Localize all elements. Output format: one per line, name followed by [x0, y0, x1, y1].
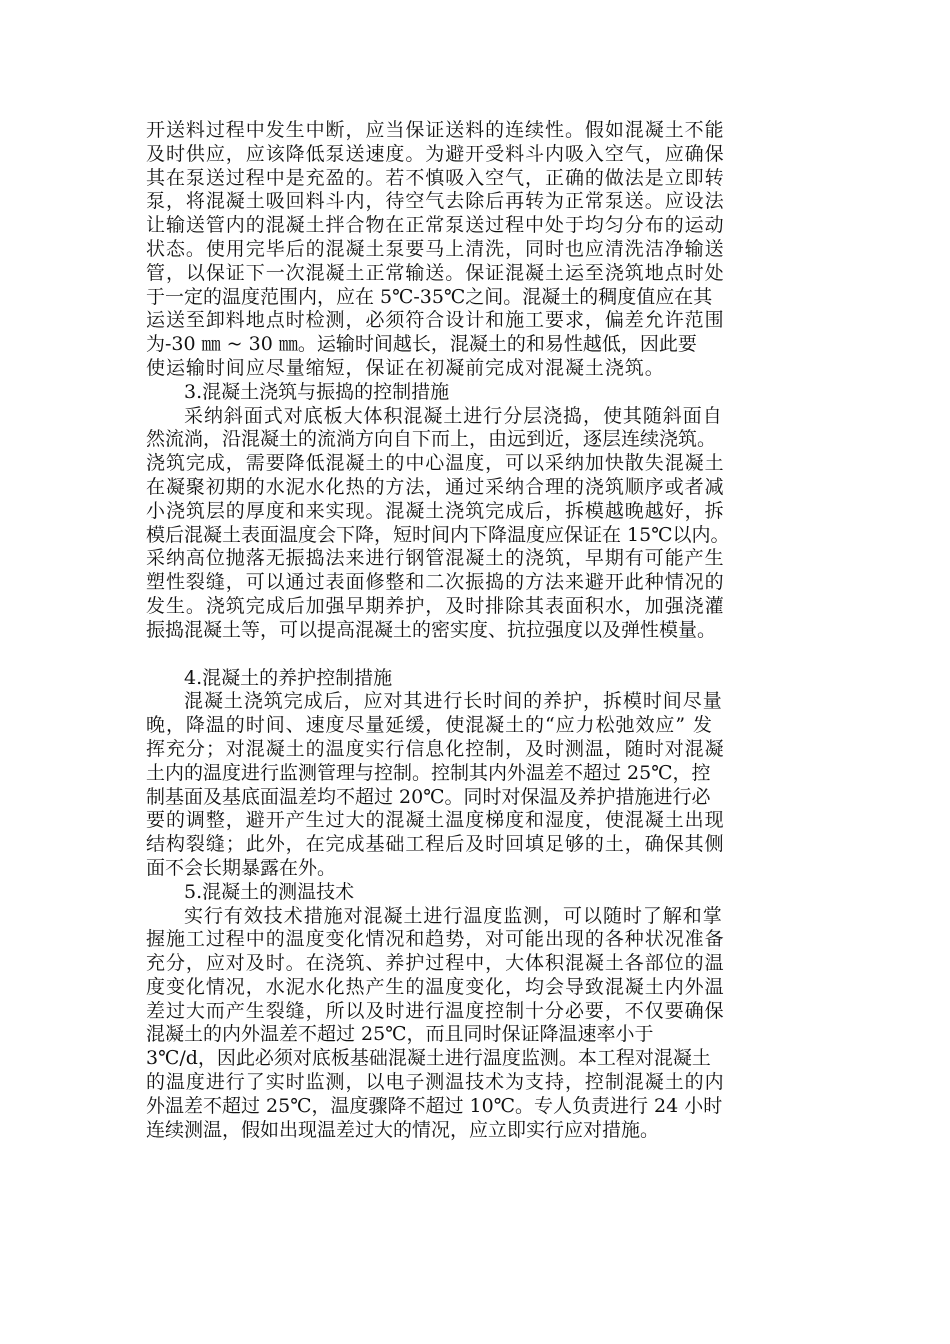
paragraph-line: 要的调整，避开产生过大的混凝土温度梯度和湿度，使混凝土出现	[146, 809, 725, 832]
paragraph-line: 晚，降温的时间、速度尽量延缓，使混凝土的“应力松弛效应” 发	[146, 714, 713, 737]
paragraph-line: 及时供应，应该降低泵送速度。为避开受料斗内吸入空气，应确保	[146, 142, 725, 165]
blank-line	[146, 643, 826, 667]
paragraph-line: 小浇筑层的厚度和来实现。混凝土浇筑完成后，拆模越晚越好，拆	[146, 499, 725, 522]
paragraph-line: 管，以保证下一次混凝土正常输送。保证混凝土运至浇筑地点时处	[146, 261, 725, 284]
paragraph-line: 结构裂缝；此外，在完成基础工程后及时回填足够的土，确保其侧	[146, 833, 725, 856]
section-2-continuation	[146, 119, 826, 381]
section-3	[146, 381, 826, 643]
paragraph-line: 度变化情况，水泥水化热产生的温度变化，均会导致混凝土内外温	[146, 975, 725, 998]
paragraph-line: 其在泵送过程中是充盈的。若不慎吸入空气，正确的做法是立即转	[146, 166, 725, 189]
paragraph-line: 差过大而产生裂缝，所以及时进行温度控制十分必要，不仅要确保	[146, 999, 725, 1022]
paragraph-line: 为-30 ㎜ ~ 30 ㎜。运输时间越长，混凝土的和易性越低，因此要	[146, 333, 697, 356]
paragraph-line: 运送至卸料地点时检测，必须符合设计和施工要求，偏差允许范围	[146, 309, 725, 332]
section-5	[146, 881, 826, 1143]
paragraph-line: 连续测温，假如出现温差过大的情况，应立即实行应对措施。	[146, 1118, 660, 1141]
paragraph-line: 3℃/d，因此必须对底板基础混凝土进行温度监测。本工程对混凝土	[146, 1047, 711, 1070]
paragraph-line: 制基面及基底面温差均不超过 20℃。同时对保温及养护措施进行必	[146, 785, 711, 808]
paragraph-line: 浇筑完成，需要降低混凝土的中心温度，可以采纳加快散失混凝土	[146, 452, 725, 475]
paragraph-line: 让输送管内的混凝土拌合物在正常泵送过程中处于均匀分布的运动	[146, 214, 725, 237]
section-4	[146, 667, 826, 881]
paragraph-line: 土内的温度进行监测管理与控制。控制其内外温差不超过 25℃，控	[146, 761, 711, 784]
paragraph-line: 塑性裂缝，可以通过表面修整和二次振捣的方法来避开此种情况的	[146, 571, 725, 594]
paragraph-line: 发生。浇筑完成后加强早期养护，及时排除其表面积水，加强浇灌	[146, 594, 725, 617]
section-heading: 4.混凝土的养护控制措施	[184, 666, 393, 689]
paragraph-line: 挥充分；对混凝土的温度实行信息化控制，及时测温，随时对混凝	[146, 737, 725, 760]
paragraph-line: 状态。使用完毕后的混凝土泵要马上清洗，同时也应清洗洁净输送	[146, 237, 725, 260]
section-heading: 5.混凝土的测温技术	[184, 880, 355, 903]
paragraph-line: 混凝土浇筑完成后，应对其进行长时间的养护，拆模时间尽量	[184, 690, 723, 713]
paragraph-line: 外温差不超过 25℃，温度骤降不超过 10℃。专人负责进行 24 小时	[146, 1094, 723, 1117]
paragraph-line: 然流淌，沿混凝土的流淌方向自下而上，由远到近，逐层连续浇筑。	[146, 428, 717, 451]
paragraph-line: 面不会长期暴露在外。	[146, 856, 337, 879]
paragraph-line: 开送料过程中发生中断，应当保证送料的连续性。假如混凝土不能	[146, 119, 725, 141]
document-body	[146, 119, 826, 1142]
paragraph-line: 握施工过程中的温度变化情况和趋势，对可能出现的各种状况准备	[146, 928, 725, 951]
paragraph-line: 于一定的温度范围内，应在 5℃-35℃之间。混凝土的稠度值应在其	[146, 285, 713, 308]
paragraph-line: 泵，将混凝土吸回料斗内，待空气去除后再转为正常泵送。应设法	[146, 190, 725, 213]
paragraph-line: 充分，应对及时。在浇筑、养护过程中，大体积混凝土各部位的温	[146, 952, 725, 975]
paragraph-line: 混凝土的内外温差不超过 25℃，而且同时保证降温速率小于	[146, 1023, 654, 1046]
paragraph-line: 的温度进行了实时监测，以电子测温技术为支持，控制混凝土的内	[146, 1071, 725, 1094]
paragraph-line: 使运输时间应尽量缩短，保证在初凝前完成对混凝土浇筑。	[146, 356, 665, 379]
paragraph-line: 实行有效技术措施对混凝土进行温度监测，可以随时了解和掌	[184, 904, 723, 927]
paragraph-line: 模后混凝土表面温度会下降，短时间内下降温度应保证在 15℃以内。	[146, 523, 730, 546]
paragraph-line: 采纳斜面式对底板大体积混凝土进行分层浇捣，使其随斜面自	[184, 404, 723, 427]
section-heading: 3.混凝土浇筑与振捣的控制措施	[184, 380, 450, 403]
paragraph-line: 采纳高位抛落无振捣法来进行钢管混凝土的浇筑，早期有可能产生	[146, 547, 725, 570]
paragraph-line: 振捣混凝土等，可以提高混凝土的密实度、抗拉强度以及弹性模量。	[146, 618, 717, 641]
paragraph-line: 在凝聚初期的水泥水化热的方法，通过采纳合理的浇筑顺序或者减	[146, 475, 725, 498]
